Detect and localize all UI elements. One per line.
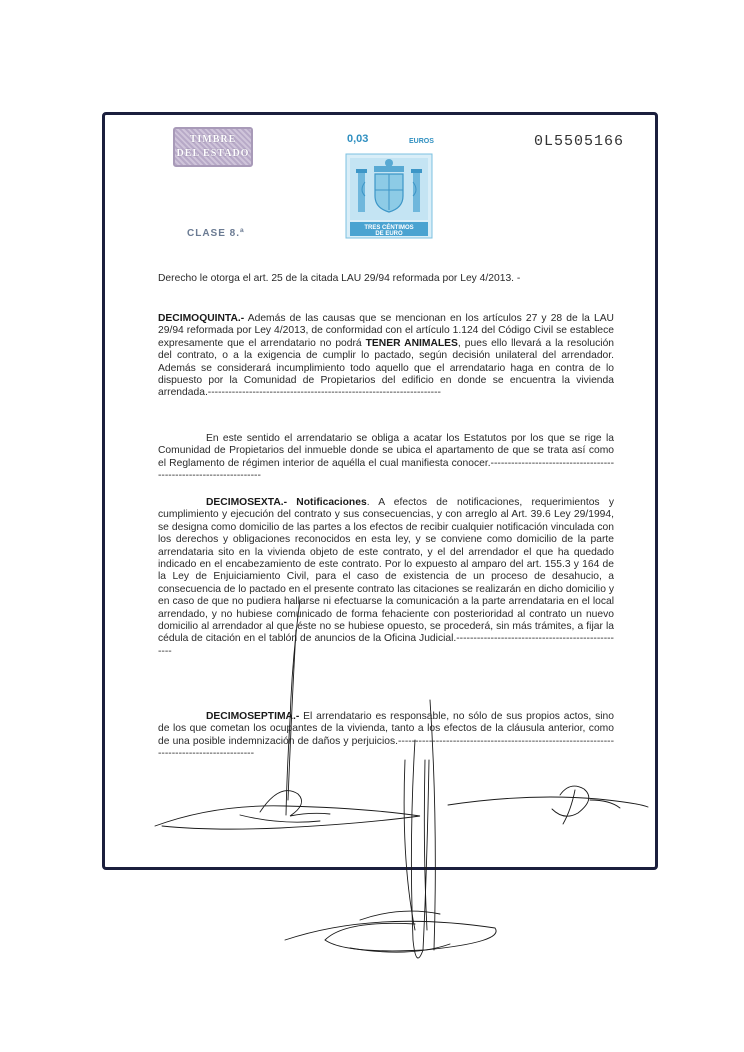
- paragraph-estatutos: En este sentido el arrendatario se obliga a acatar los Estatutos por los que se rige la Comunidad de Propietarios del inmueble donde se ubica el apartamento de que se trata así como el Reglamento de régimen interior de aquélla el cual manifiesta conocer.------------------------------------------------------------------: [158, 433, 614, 482]
- paragraph-intro: Derecho le otorga el art. 25 de la citada LAU 29/94 reformada por Ley 4/2013. -: [158, 273, 521, 284]
- stamp-words-line-1: TRES CÉNTIMOS: [364, 225, 414, 231]
- stamp-value: 0,03: [347, 133, 369, 145]
- stamp-currency: EUROS: [409, 138, 434, 145]
- clause-heading: DECIMOSEXTA.- Notificaciones: [206, 497, 367, 508]
- clause-heading: DECIMOSEPTIMA.-: [206, 711, 300, 722]
- clase-label: CLASE 8.ª: [187, 228, 245, 239]
- clause-text: El arrendatario es responsable, no sólo de sus propios actos, sino de los que cometan los ocupantes de la vivienda, tanto a los efectos de la cláusula anterior, como de una posible indemnización de daños y perjuicios.-------------------------------------------------------------------------------------------: [158, 711, 614, 760]
- clause-decimoseptima: [158, 711, 614, 761]
- clause-decimosexta: [158, 497, 614, 658]
- clause-heading: DECIMOQUINTA.-: [158, 313, 245, 324]
- timbre-del-estado-stamp: [173, 127, 253, 167]
- coat-of-arms-stamp-icon: [344, 152, 434, 240]
- clause-emphasis: TENER ANIMALES: [365, 337, 458, 349]
- serial-number: 0L5505166: [534, 133, 625, 150]
- clause-text: . A efectos de notificaciones, requerimientos y cumplimiento y ejecución del contrato y sus consecuencias, y con arreglo al Art. 39.6 Ley 29/1994, se designa como domicilio de las partes a los efectos de recibir cualquier notificación vinculada con los derechos y obligaciones reconocidos en esta ley, y se conviene como domicilio de la parte arrendataria sito en la vivienda objeto de este contrato, y el del arrendador el que ha quedado indicado en el encabezamiento de este contrato. Por lo expuesto al amparo del art. 155.3 y 164 de la Ley de Enjuiciamiento Civil, para el caso de existencia de un proceso de desahucio, a consecuencia de lo pactado en el presente contrato las citaciones se realizarán en dicho domicilio y en caso de que no pudiera hallarse ni efectuarse la comunicación a la parte arrendataria en el local arrendado, y no hubiese comunicado de forma fehaciente con posterioridad al contrato un nuevo domicilio al arrendador al que éste no se hubiese opuesto, se procederá, sin más trámites, a fijar la cédula de citación en el tablón de anuncios de la Oficina Judicial.--------------------------------------------------: [158, 497, 614, 657]
- clause-text: Además de las causas que se mencionan en los artículos 27 y 28 de la LAU 29/94 reformada por Ley 4/2013, de conformidad con el artículo 1.124 del Código Civil se establece expresamente que el arrendatario no podrá: [158, 313, 614, 349]
- clause-decimoquinta: [158, 313, 614, 400]
- clause-text: , pues ello llevará a la resolución del contrato, o a la exigencia de cumplir lo pactado, según decisión unilateral del arrendador. Además se considerará incumplimiento todo aquello que el arrendatario haga en contra de lo dispuesto por la Comunidad de Propietarios del edificio en donde se encuentra la vivienda arrendada.--------------------------------------------------------------------: [158, 337, 615, 399]
- stamp-words-line-2: DE EURO: [375, 231, 403, 237]
- timbre-line-1: TIMBRE: [189, 134, 237, 145]
- document-page: [102, 112, 658, 870]
- timbre-line-2: DEL ESTADO: [176, 148, 250, 159]
